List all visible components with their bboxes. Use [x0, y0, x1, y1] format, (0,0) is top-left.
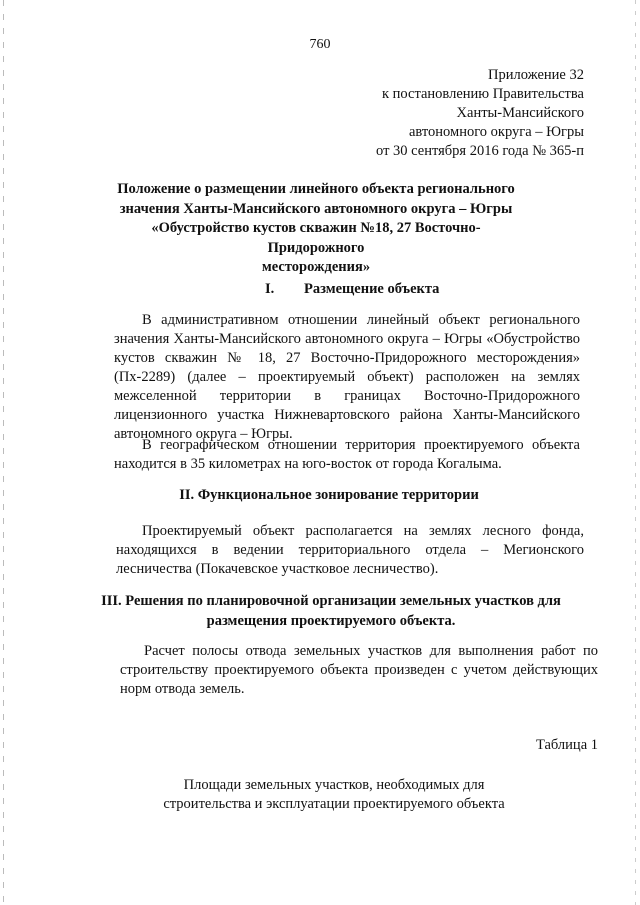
section-1-paragraph: В административном отношении линейный объект регионального значения Ханты-Мансийского автономного округа – Югры «Обустройство кустов скважин № 18, 27 Восточно-Придорожного месторождения» (Пх-2289) (далее – проектируемый объект) расположен на землях межселенной территории в границах Восточно-Придорожного лицензионного участка Нижневартовского района Ханты-Мансийского автономного округа – Югры.	[114, 312, 580, 442]
section-1-title: Размещение объекта	[304, 281, 440, 297]
table-caption-line: Площади земельных участков, необходимых для	[183, 777, 485, 793]
appendix-line: автономного округа – Югры	[408, 124, 584, 140]
section-2-paragraph: Проектируемый объект располагается на землях лесного фонда, находящихся в ведении территориального отдела – Мегионского лесничества (Покачевское участковое лесничество).	[116, 523, 584, 577]
section-3-heading	[96, 592, 566, 631]
section-1-paragraph: В географическом отношении территория проектируемого объекта находится в 35 километрах на юго-восток от города Когалыма.	[114, 437, 580, 472]
table-label: Таблица 1	[535, 737, 598, 753]
page-number: 760	[309, 37, 331, 52]
section-1-number: I.	[265, 281, 275, 297]
table-caption	[140, 776, 528, 814]
title-line: месторождения»	[261, 259, 371, 275]
title-line: Положение о размещении линейного объекта регионального	[117, 181, 515, 197]
title-line: «Обустройство кустов скважин №18, 27 Восточно-Придорожного	[151, 220, 481, 256]
table-caption-line: строительства и эксплуатации проектируемого объекта	[163, 796, 505, 812]
section-3-title-line: размещения проектируемого объекта.	[206, 612, 456, 629]
title-line: значения Ханты-Мансийского автономного округа – Югры	[119, 200, 513, 217]
document-title	[110, 180, 522, 278]
appendix-line: к постановлению Правительства	[382, 86, 584, 102]
scan-edge-left	[3, 0, 4, 905]
scan-edge-right	[635, 0, 636, 905]
section-3-paragraph: Расчет полосы отвода земельных участков для выполнения работ по строительству проектируемого объекта произведен с учетом действующих норм отвода земель.	[120, 643, 598, 697]
section-2-heading: II. Функциональное зонирование территории	[179, 487, 479, 503]
appendix-header	[376, 66, 584, 161]
section-3-title-line: III. Решения по планировочной организации земельных участков для	[101, 593, 561, 609]
appendix-line: от 30 сентября 2016 года № 365-п	[376, 143, 584, 159]
appendix-line: Приложение 32	[488, 67, 584, 83]
appendix-line: Ханты-Мансийского	[456, 105, 584, 121]
